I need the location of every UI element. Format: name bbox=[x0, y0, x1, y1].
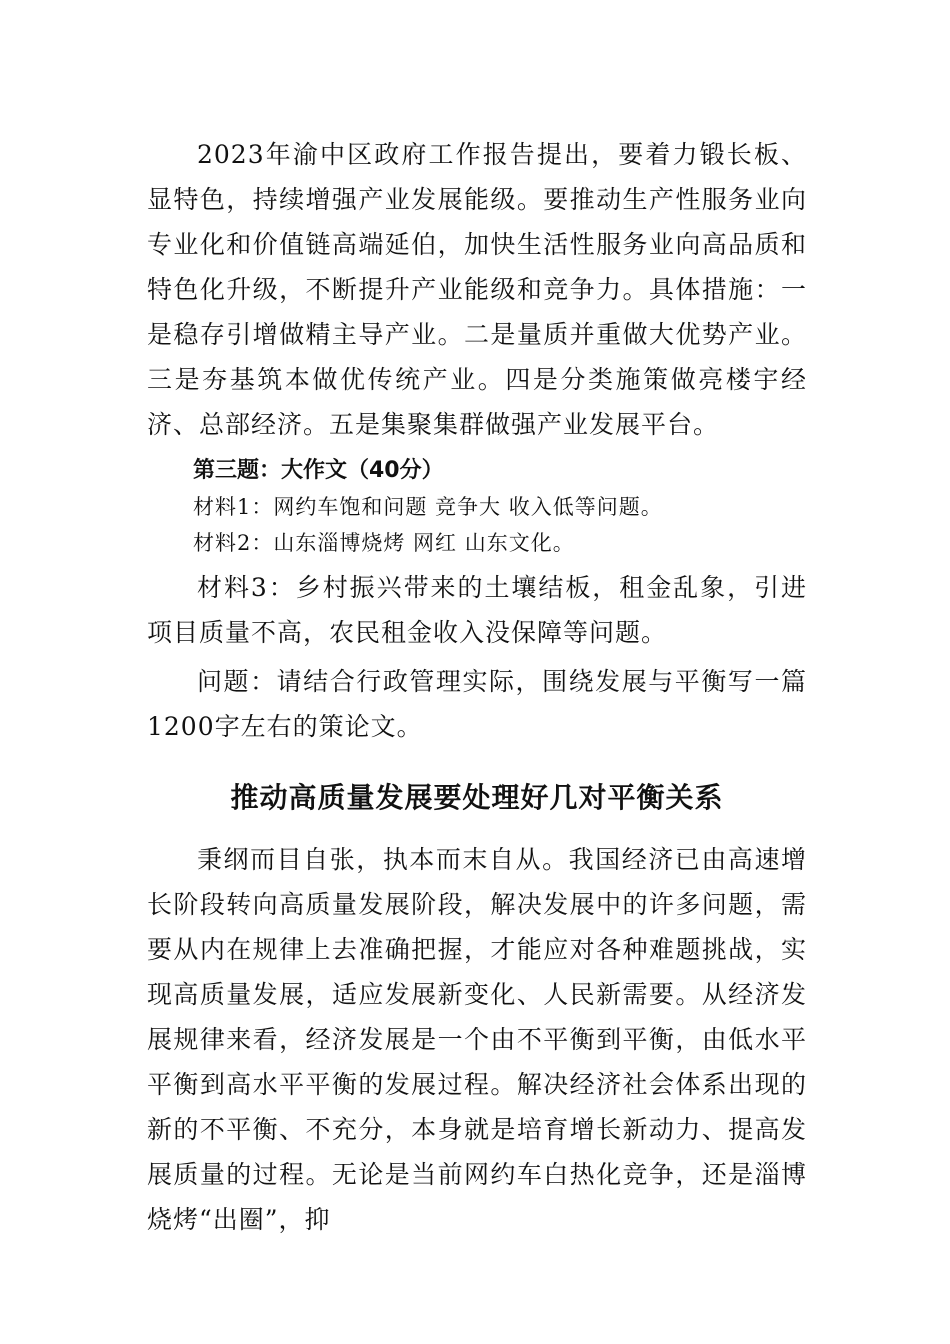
essay-paragraph: 秉纲而目自张，执本而末自从。我国经济已由高速增长阶段转向高质量发展阶段，解决发展中的许多问题，需要从内在规律上去准确把握，才能应对各种难题挑战，实现高质量发展，适应发展新变化、人民新需要。从经济发展规律来看，经济发展是一个由不平衡到平衡，由低水平平衡到高水平平衡的发展过程。解决经济社会体系出现的新的不平衡、不充分，本身就是培育增长新动力、提高发展质量的过程。无论是当前网约车白热化竞争，还是淄博烧烤“出圈”，抑 bbox=[147, 845, 807, 1234]
material-2: 材料2：山东淄博烧烤 网红 山东文化。 bbox=[193, 531, 575, 555]
intro-paragraph: 2023年渝中区政府工作报告提出，要着力锻长板、显特色，持续增强产业发展能级。要推动生产性服务业向专业化和价值链高端延伯，加快生活性服务业向高品质和特色化升级，不断提升产业能级和竞争力。具体措施：一是稳存引增做精主导产业。二是量质并重做大优势产业。三是夯基筑本做优传统产业。四是分类施策做亮楼宇经济、总部经济。五是集聚集群做强产业发展平台。 bbox=[147, 140, 807, 439]
question-heading: 第三题：大作文（40分） bbox=[193, 458, 444, 483]
document-body bbox=[147, 132, 807, 1242]
question-prompt: 问题：请结合行政管理实际，围绕发展与平衡写一篇1200字左右的策论文。 bbox=[147, 667, 807, 741]
material-3: 材料3：乡村振兴带来的土壤结板，租金乱象，引进项目质量不高，农民租金收入没保障等问题。 bbox=[147, 573, 807, 647]
material-1: 材料1：网约车饱和问题 竞争大 收入低等问题。 bbox=[193, 495, 663, 519]
essay-title: 推动高质量发展要处理好几对平衡关系 bbox=[230, 781, 724, 814]
